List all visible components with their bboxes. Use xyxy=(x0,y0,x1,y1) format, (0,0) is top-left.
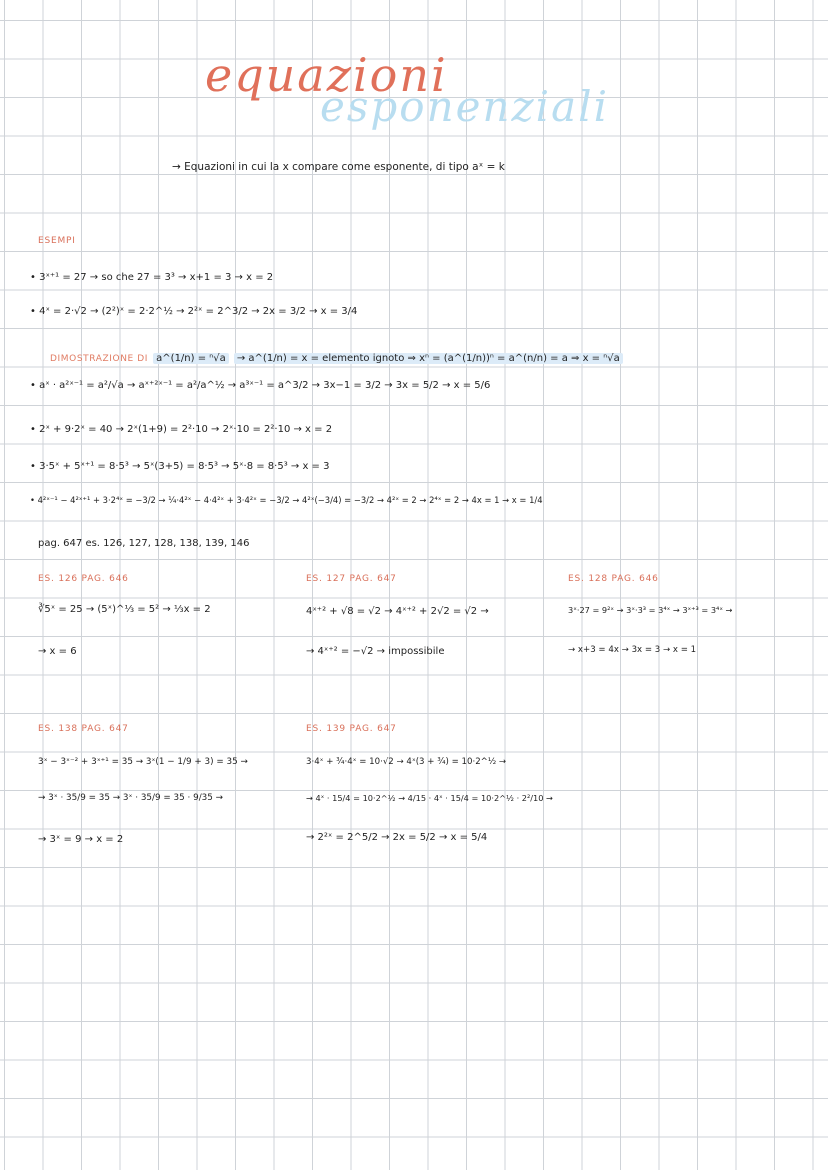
esempi-label: ESEMPI xyxy=(38,236,76,246)
title-line1: equazioni xyxy=(205,48,448,102)
es127-line1: 4ˣ⁺² + √8 = √2 → 4ˣ⁺² + 2√2 = √2 → xyxy=(306,606,489,617)
exercises-reference: pag. 647 es. 126, 127, 128, 138, 139, 146 xyxy=(38,538,250,549)
es139-line1: 3·4ˣ + ¾·4ˣ = 10·√2 → 4ˣ(3 + ¾) = 10·2^½ → xyxy=(306,757,507,767)
es127-line2: → 4ˣ⁺² = −√2 → impossibile xyxy=(306,646,445,657)
es127-label: ES. 127 PAG. 647 xyxy=(306,574,397,584)
dimostrazione-derivation: → a^(1/n) = x = elemento ignoto ⇒ xⁿ = (a^(1/n))ⁿ = a^(n/n) = a ⇒ x = ⁿ√a xyxy=(234,353,623,364)
es139-line2: → 4ˣ · 15/4 = 10·2^½ → 4/15 · 4ˣ · 15/4 = 10·2^½ · 2²/10 → xyxy=(306,793,553,803)
es138-line2: → 3ˣ · 35/9 = 35 → 3ˣ · 35/9 = 35 · 9/35 → xyxy=(38,793,224,803)
es126-line1: ∛5ˣ = 25 → (5ˣ)^⅓ = 5² → ⅓x = 2 xyxy=(38,604,211,615)
dimostrazione-row xyxy=(50,346,623,365)
es126-line2: → x = 6 xyxy=(38,646,77,657)
dimostrazione-formula: a^(1/n) = ⁿ√a xyxy=(153,353,229,364)
es139-label: ES. 139 PAG. 647 xyxy=(306,724,397,734)
example-1: • 3ˣ⁺¹ = 27 → so che 27 = 3³ → x+1 = 3 → x = 2 xyxy=(30,272,274,283)
es128-label: ES. 128 PAG. 646 xyxy=(568,574,659,584)
example-4: • 2ˣ + 9·2ˣ = 40 → 2ˣ(1+9) = 2²·10 → 2ˣ·10 = 2²·10 → x = 2 xyxy=(30,424,333,435)
dimostrazione-label: DIMOSTRAZIONE DI xyxy=(50,354,149,364)
example-3: • aˣ · a²ˣ⁻¹ = a²/√a → aˣ⁺²ˣ⁻¹ = a²/a^½ → a³ˣ⁻¹ = a^3/2 → 3x−1 = 3/2 → 3x = 5/2 → x = 5/6 xyxy=(30,380,491,391)
es126-label: ES. 126 PAG. 646 xyxy=(38,574,129,584)
es128-line1: 3ˣ·27 = 9²ˣ → 3ˣ·3³ = 3⁴ˣ → 3ˣ⁺³ = 3⁴ˣ → xyxy=(568,605,733,615)
es138-line3: → 3ˣ = 9 → x = 2 xyxy=(38,834,124,845)
example-6: • 4²ˣ⁻¹ − 4²ˣ⁺¹ + 3·2⁴ˣ = −3/2 → ¼·4²ˣ − 4·4²ˣ + 3·4²ˣ = −3/2 → 4²ˣ(−3/4) = −3/2 → 4²ˣ = 2 → 2⁴ˣ = 2 → 4x = 1 → x = 1/4 xyxy=(30,495,543,505)
es138-label: ES. 138 PAG. 647 xyxy=(38,724,129,734)
es139-line3: → 2²ˣ = 2^5/2 → 2x = 5/2 → x = 5/4 xyxy=(306,832,488,843)
title-line2: esponenziali xyxy=(320,82,610,131)
es128-line2: → x+3 = 4x → 3x = 3 → x = 1 xyxy=(568,645,697,655)
example-2: • 4ˣ = 2·√2 → (2²)ˣ = 2·2^½ → 2²ˣ = 2^3/2 → 2x = 3/2 → x = 3/4 xyxy=(30,306,358,317)
es138-line1: 3ˣ − 3ˣ⁻² + 3ˣ⁺¹ = 35 → 3ˣ(1 − 1/9 + 3) = 35 → xyxy=(38,757,248,767)
definition-text: → Equazioni in cui la x compare come esponente, di tipo aˣ = k xyxy=(172,161,505,173)
example-5: • 3·5ˣ + 5ˣ⁺¹ = 8·5³ → 5ˣ(3+5) = 8·5³ → 5ˣ·8 = 8·5³ → x = 3 xyxy=(30,461,330,472)
